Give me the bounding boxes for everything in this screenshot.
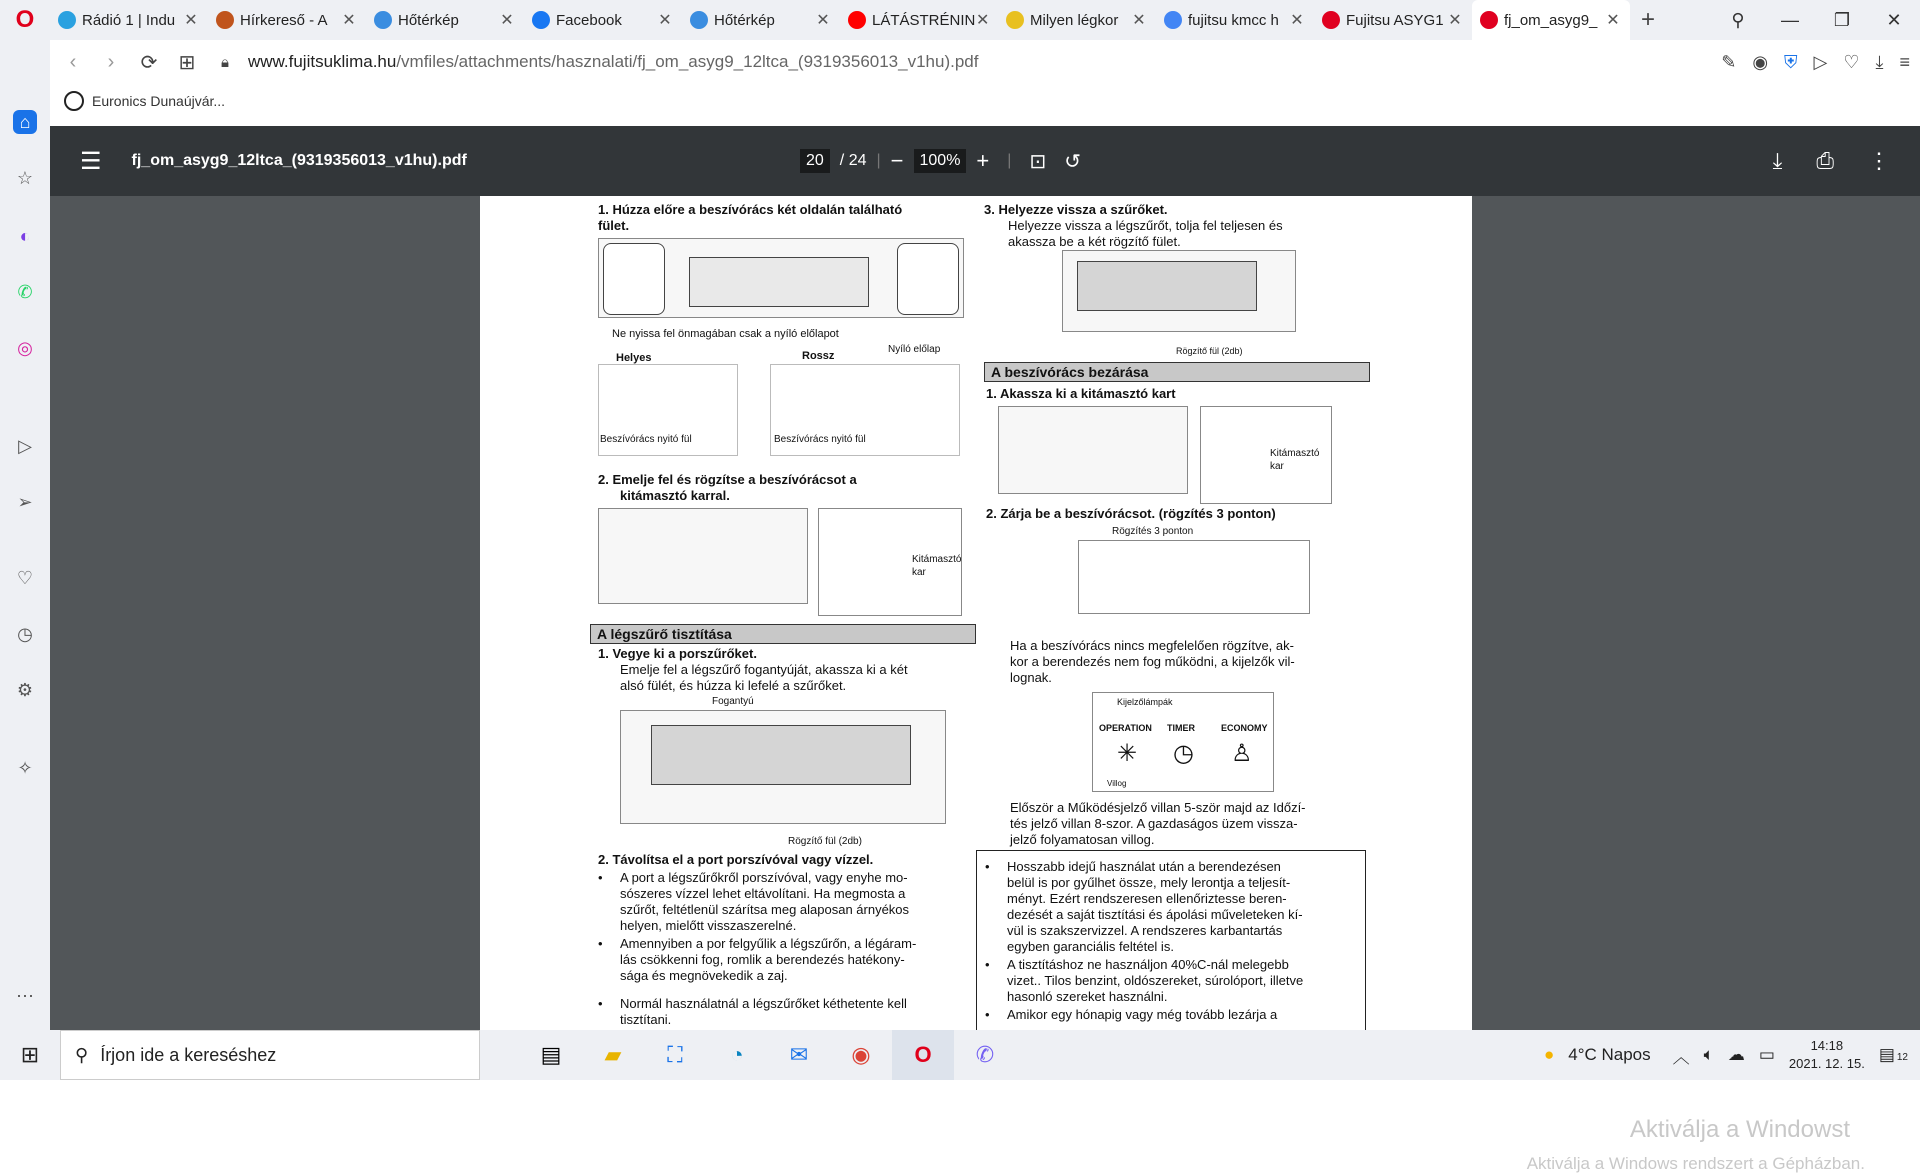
viber-icon[interactable]: ✆ xyxy=(975,1042,995,1067)
volume-icon[interactable]: 🔈︎ xyxy=(1703,1045,1714,1064)
home-icon[interactable]: ⌂ xyxy=(13,110,37,134)
notifications-icon[interactable]: ▤ 12 xyxy=(1878,1045,1908,1064)
figure-label: Nyíló előlap xyxy=(888,344,941,355)
notification-count: 12 xyxy=(1896,1052,1908,1063)
step-text: kitámasztó karral. xyxy=(620,488,730,503)
body-text: sószeres vízzel lehet eltávolítani. Ha megmosta a xyxy=(620,886,906,901)
body-text: szűrőt, feltétlenül szárítsa meg alaposan árnyékos xyxy=(620,902,910,917)
opera-logo-icon[interactable]: O xyxy=(15,6,35,33)
minimize-button[interactable]: — xyxy=(1781,9,1799,30)
bullet-marker: • xyxy=(985,1007,990,1022)
tab-close-icon[interactable]: ✕ xyxy=(1448,12,1462,29)
body-text: Ha a beszívórács nincs megfelelően rögzítve, ak- xyxy=(1010,638,1294,653)
note-text: A tisztításhoz ne használjon 40%C-nál melegebb xyxy=(1007,957,1289,972)
timer-lamp-icon: ◷ xyxy=(1173,740,1194,767)
search-icon: ⚲ xyxy=(75,1044,89,1065)
tab-close-icon[interactable]: ✕ xyxy=(975,12,990,29)
figure-label: Beszívórács nyitó fül xyxy=(600,434,692,445)
bullet-marker: • xyxy=(985,859,990,874)
figure-unhook-arm xyxy=(998,406,1188,494)
browser-tab[interactable] xyxy=(840,0,998,40)
step-text: fület. xyxy=(598,218,630,233)
body-text: lás csökkenni fog, romlik a berendezés hatékony- xyxy=(620,952,905,967)
tab-favicon-icon xyxy=(58,11,76,29)
chrome-icon[interactable]: ◉ xyxy=(851,1042,871,1067)
fit-page-icon[interactable]: ⊡ xyxy=(1029,150,1047,173)
browser-tab[interactable] xyxy=(208,0,366,40)
browser-tab[interactable] xyxy=(366,0,524,40)
taskbar-search-box[interactable] xyxy=(60,1030,480,1080)
figure-label: Kitámasztó kar xyxy=(912,554,962,578)
hamburger-menu-icon[interactable]: ☰ xyxy=(80,147,102,175)
browser-tab[interactable] xyxy=(682,0,840,40)
body-text: helyen, mielőtt visszaszerelné. xyxy=(620,918,797,933)
url-field[interactable] xyxy=(248,52,978,72)
back-icon[interactable]: ‹ xyxy=(69,50,77,73)
tab-favicon-icon xyxy=(532,11,550,29)
note-text: vül is szakszervizzel. A rendszeres karbantartás xyxy=(1007,923,1283,938)
tab-favicon-icon xyxy=(1006,11,1024,29)
bookmarks-icon[interactable]: ☆ xyxy=(16,167,34,188)
browser-tab[interactable] xyxy=(50,0,208,40)
onedrive-icon[interactable]: ☁ xyxy=(1727,1045,1745,1064)
body-text: Amennyiben a por felgyűlik a légszűrőn, a légáram- xyxy=(620,936,917,951)
weather-sun-icon: ● xyxy=(1543,1045,1555,1064)
tab-label: Fujitsu ASYG1 xyxy=(1346,11,1444,29)
figure-unit-tabs xyxy=(598,238,964,318)
figure-label: Fogantyú xyxy=(712,696,754,707)
step-text: 2. Zárja be a beszívórácsot. (rögzítés 3 ponton) xyxy=(986,506,1276,521)
lamp-label-operation: OPERATION xyxy=(1099,723,1152,733)
figure-label: Rögzítő fül (2db) xyxy=(1176,346,1243,356)
activation-watermark-title: Aktiválja a Windowst xyxy=(1629,1116,1850,1143)
tab-label: fujitsu kmcc h xyxy=(1188,11,1279,29)
clock-time: 14:18 xyxy=(1810,1038,1844,1054)
browser-tab[interactable] xyxy=(524,0,682,40)
lamp-label-timer: TIMER xyxy=(1167,723,1195,733)
tab-close-icon[interactable]: ✕ xyxy=(342,12,356,29)
tab-favicon-icon xyxy=(848,11,866,29)
task-view-icon[interactable]: ▤ xyxy=(540,1042,562,1067)
note-text: vizet.. Tilos benzint, oldószereket, súrolóport, illetve xyxy=(1007,973,1304,988)
body-text: A port a légszűrőkről porszívóval, vagy enyhe mo- xyxy=(620,870,908,885)
body-text: Helyezze vissza a légszűrőt, tolja fel teljesen és xyxy=(1008,218,1283,233)
edge-icon[interactable]: ◔ xyxy=(730,1042,744,1067)
tab-favicon-icon xyxy=(690,11,708,29)
tab-bar xyxy=(0,0,1920,40)
shield-icon[interactable]: ⛨ xyxy=(1784,51,1798,72)
figure-label: Rossz xyxy=(802,350,835,362)
tab-label: Hőtérkép xyxy=(398,11,459,29)
weather-text[interactable]: 4°C Napos xyxy=(1568,1045,1651,1064)
section-heading: A beszívórács bezárása xyxy=(984,362,1370,382)
pdf-title: fj_om_asyg9_12ltca_(9319356013_v1hu).pdf xyxy=(131,152,467,169)
figure-filter xyxy=(620,710,946,824)
bullet-marker: • xyxy=(598,870,603,885)
play-icon[interactable]: ▷ xyxy=(1813,51,1828,72)
history-icon[interactable]: ◷ xyxy=(17,623,33,644)
forward-icon[interactable]: › xyxy=(107,50,115,73)
figure-close-grille xyxy=(1078,540,1310,614)
bullet-marker: • xyxy=(985,957,990,972)
new-tab-button[interactable]: + xyxy=(1640,6,1655,33)
figure-label: Helyes xyxy=(616,352,652,364)
pdf-toolbar: ☰ fj_om_asyg9_12ltca_(9319356013_v1hu).pdf 20 / 24 | − 100% + | ⊡ ↺ ⤓ ⎙ ⋮ xyxy=(50,126,1920,196)
operation-lamp-icon: ✳ xyxy=(1117,740,1138,767)
tab-label: Hőtérkép xyxy=(714,11,775,29)
body-text: Először a Működésjelző villan 5-ször majd az Időzí- xyxy=(1010,800,1306,815)
step-text: 1. Húzza előre a beszívórács két oldalán található xyxy=(598,202,903,217)
tab-favicon-icon xyxy=(216,11,234,29)
address-bar xyxy=(50,40,1920,84)
note-text: dezését a saját tisztítási és ápolási műveleteken kí- xyxy=(1007,907,1303,922)
pdf-download-icon[interactable]: ⤓ xyxy=(1772,148,1783,173)
figure-label: Kitámasztó kar xyxy=(1270,448,1320,472)
section-heading: A légszűrő tisztítása xyxy=(590,624,976,644)
send-icon[interactable]: ➢ xyxy=(17,491,33,512)
tab-close-icon[interactable]: ✕ xyxy=(1606,12,1620,29)
page-number-input[interactable]: 20 xyxy=(800,149,830,173)
search-tabs-icon[interactable]: ⚲ xyxy=(1731,9,1745,30)
note-box xyxy=(976,850,1366,1040)
tab-favicon-icon xyxy=(1480,11,1498,29)
body-text: alsó fülét, és húzza ki lefelé a szűrőket. xyxy=(620,678,847,693)
bookmark-euronics[interactable]: Euronics Dunaújvár... xyxy=(92,93,226,109)
body-text: tisztítani. xyxy=(620,1012,672,1027)
figure-label: Rögzítő fül (2db) xyxy=(788,836,862,847)
chevron-up-icon[interactable]: ︿ xyxy=(1672,1047,1690,1067)
economy-lamp-icon: ♙ xyxy=(1231,740,1253,767)
activation-watermark-sub: Aktiválja a Windows rendszert a Gépházban. xyxy=(1526,1154,1865,1173)
figure-label: Kijelzőlámpák xyxy=(1117,697,1173,707)
zoom-out-icon[interactable]: − xyxy=(890,148,904,173)
note-text: hasonló szereket használni. xyxy=(1007,989,1168,1004)
tab-label: LÁTÁSTRÉNIN xyxy=(872,11,976,29)
browser-tab[interactable] xyxy=(998,0,1156,40)
bookmarks-bar xyxy=(50,84,1920,118)
print-icon[interactable]: ⎙ xyxy=(1816,148,1834,173)
total-pages: / 24 xyxy=(839,152,867,169)
camera-icon[interactable]: ◉ xyxy=(1752,51,1769,72)
figure-label: Villog xyxy=(1107,779,1127,788)
body-text: Emelje fel a légszűrő fogantyúját, akassza ki a két xyxy=(620,662,908,677)
tab-close-icon[interactable]: ✕ xyxy=(816,12,830,29)
tab-grid-icon[interactable]: ⊞ xyxy=(178,51,196,74)
tab-label: Facebook xyxy=(556,11,622,29)
note-text: egyben garanciális feltétel is. xyxy=(1007,939,1174,954)
clock[interactable] xyxy=(1789,1037,1865,1072)
bookmark-favicon-icon xyxy=(64,91,84,111)
heart-icon[interactable]: ♡ xyxy=(1843,51,1860,72)
step-text: 3. Helyezze vissza a szűrőket. xyxy=(984,202,1168,217)
player-icon[interactable]: ▷ xyxy=(18,435,32,456)
pdf-page xyxy=(480,196,1472,1030)
figure-label: Beszívórács nyitó fül xyxy=(774,434,866,445)
body-text: tés jelző villan 8-szor. A gazdaságos üzem vissza- xyxy=(1010,816,1298,831)
note-text: belül is por gyűlhet össze, mely lerontja a teljesít- xyxy=(1007,875,1291,890)
lamp-label-economy: ECONOMY xyxy=(1221,723,1268,733)
tab-favicon-icon xyxy=(374,11,392,29)
tab-close-icon[interactable]: ✕ xyxy=(184,12,198,29)
maximize-button[interactable]: ❐ xyxy=(1833,9,1851,30)
url-domain: www.fujitsuklima.hu xyxy=(248,52,397,71)
bullet-marker: • xyxy=(598,996,603,1011)
note-text: Hosszabb idejű használat után a berendezésen xyxy=(1007,859,1281,874)
messenger-icon[interactable]: ◐ xyxy=(19,225,31,246)
zoom-level-input[interactable]: 100% xyxy=(914,149,967,173)
network-icon[interactable]: ▭ xyxy=(1758,1045,1775,1064)
figure-lift-grille xyxy=(598,508,808,604)
bullet-marker: • xyxy=(598,936,603,951)
figure-reinstall-filter xyxy=(1062,250,1296,332)
search-placeholder: Írjon ide a kereséshez xyxy=(100,1044,277,1065)
sidebar xyxy=(0,40,50,1030)
rotate-icon[interactable]: ↺ xyxy=(1064,150,1081,173)
browser-tab[interactable] xyxy=(1314,0,1472,40)
tab-favicon-icon xyxy=(1322,11,1340,29)
tab-label: Milyen légkor xyxy=(1030,11,1119,29)
step-text: 1. Vegye ki a porszűrőket. xyxy=(598,646,757,661)
opera-taskbar-icon[interactable]: O xyxy=(892,1030,954,1080)
file-explorer-icon[interactable]: ▰ xyxy=(604,1042,622,1067)
more-icon[interactable]: ⋯ xyxy=(16,985,34,1006)
browser-tab[interactable] xyxy=(1472,0,1630,40)
step-text: 2. Emelje fel és rögzítse a beszívórácsot a xyxy=(598,472,857,487)
browser-tab[interactable] xyxy=(1156,0,1314,40)
settings-icon[interactable]: ⚙ xyxy=(16,679,34,700)
download-icon[interactable]: ⤓ xyxy=(1875,51,1884,72)
windows-start-icon[interactable]: ⊞ xyxy=(20,1042,40,1067)
step-text: 2. Távolítsa el a port porszívóval vagy vízzel. xyxy=(598,852,874,867)
body-text: sága és megnövekedik a zaj. xyxy=(620,968,788,983)
body-text: lognak. xyxy=(1010,670,1052,685)
figure-label: Rögzítés 3 ponton xyxy=(1112,526,1194,537)
more-options-icon[interactable]: ⋮ xyxy=(1868,148,1890,173)
body-text: Normál használatnál a légszűrőket kéthetente kell xyxy=(620,996,907,1011)
mail-icon[interactable]: ✉ xyxy=(789,1042,809,1067)
tab-close-icon[interactable]: ✕ xyxy=(1132,12,1146,29)
tab-label: Rádió 1 | Indu xyxy=(82,11,176,29)
tab-label: fj_om_asyg9_ xyxy=(1504,11,1598,29)
figure-caption: Ne nyissa fel önmagában csak a nyíló előlapot xyxy=(612,328,839,340)
taskbar xyxy=(0,1030,1920,1080)
lock-icon: 🔒︎ xyxy=(221,53,229,71)
note-text: ményt. Ezért rendszeresen ellenőriztesse beren- xyxy=(1007,891,1287,906)
note-text: Amikor egy hónapig vagy még tovább lezárja a xyxy=(1007,1007,1278,1022)
tab-close-icon[interactable]: ✕ xyxy=(500,12,514,29)
whatsapp-icon[interactable]: ✆ xyxy=(17,281,33,302)
instagram-icon[interactable]: ◎ xyxy=(17,337,33,358)
tab-close-icon[interactable]: ✕ xyxy=(1290,12,1304,29)
tab-label: Hírkereső - A xyxy=(240,11,328,29)
body-text: jelző folyamatosan villog. xyxy=(1010,832,1155,847)
url-path: /vmfiles/attachments/hasznalati/fj_om_asyg9_12ltca_(9319356013_v1hu).pdf xyxy=(396,52,979,71)
reload-icon[interactable]: ⟳ xyxy=(140,51,158,74)
tab-close-icon[interactable]: ✕ xyxy=(658,12,672,29)
edit-icon[interactable]: ✎ xyxy=(1721,51,1737,72)
figure-indicator-lamps xyxy=(1092,692,1274,792)
heart-icon[interactable]: ♡ xyxy=(16,567,34,588)
store-icon[interactable]: ⛶ xyxy=(667,1042,683,1067)
bulb-icon[interactable]: ✧ xyxy=(17,757,33,778)
clock-date: 2021. 12. 15. xyxy=(1788,1056,1865,1071)
step-text: 1. Akassza ki a kitámasztó kart xyxy=(986,386,1176,401)
close-window-button[interactable]: ✕ xyxy=(1886,9,1902,30)
zoom-in-icon[interactable]: + xyxy=(976,148,990,173)
tab-favicon-icon xyxy=(1164,11,1182,29)
menu-icon[interactable]: ≡ xyxy=(1899,51,1910,72)
body-text: akassza be a két rögzítő fület. xyxy=(1008,234,1181,249)
body-text: kor a berendezés nem fog működni, a kijelzők vil- xyxy=(1010,654,1295,669)
